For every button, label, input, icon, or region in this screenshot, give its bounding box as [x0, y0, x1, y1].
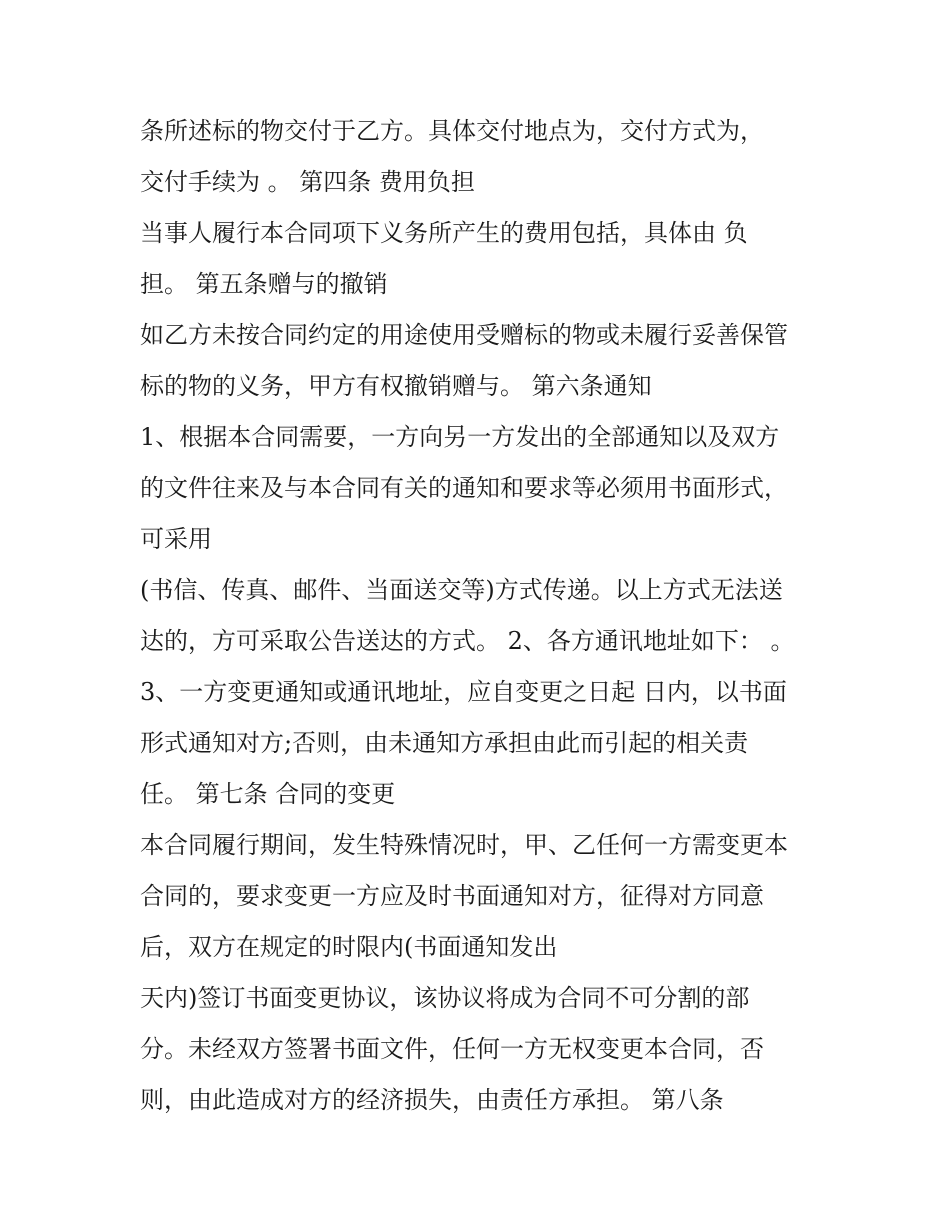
text-line-11: 达的，方可采取公告送达的方式。 2、各方通讯地址如下： 。 — [140, 627, 795, 655]
text-line-2: 交付手续为 。 第四条 费用负担 — [140, 168, 475, 196]
text-line-7: 1、根据本合同需要，一方向另一方发出的全部通知以及双方 — [140, 423, 780, 451]
text-line-17: 后，双方在规定的时限内(书面通知发出 — [140, 933, 558, 961]
text-line-15: 本合同履行期间，发生特殊情况时，甲、乙任何一方需变更本 — [140, 831, 788, 859]
text-line-12: 3、一方变更通知或通讯地址，应自变更之日起 日内，以书面 — [140, 678, 787, 706]
text-line-3: 当事人履行本合同项下义务所产生的费用包括，具体由 负 — [140, 219, 748, 247]
text-line-16: 合同的，要求变更一方应及时书面通知对方，征得对方同意 — [140, 882, 764, 910]
text-line-13: 形式通知对方;否则，由未通知方承担由此而引起的相关责 — [140, 729, 749, 757]
text-line-5: 如乙方未按合同约定的用途使用受赠标的物或未履行妥善保管 — [140, 321, 788, 349]
text-line-8: 的文件往来及与本合同有关的通知和要求等必须用书面形式， — [140, 474, 788, 502]
text-line-9: 可采用 — [140, 525, 212, 553]
text-line-14: 任。 第七条 合同的变更 — [140, 780, 396, 808]
contract-text-body — [140, 106, 830, 1126]
text-line-1: 条所述标的物交付于乙方。具体交付地点为，交付方式为， — [140, 117, 764, 145]
text-line-19: 分。未经双方签署书面文件，任何一方无权变更本合同，否 — [140, 1035, 764, 1063]
text-line-10: (书信、传真、邮件、当面送交等)方式传递。以上方式无法送 — [140, 576, 783, 604]
text-line-18: 天内)签订书面变更协议，该协议将成为合同不可分割的部 — [140, 984, 750, 1012]
text-line-20: 则，由此造成对方的经济损失，由责任方承担。 第八条 — [140, 1086, 724, 1114]
text-line-6: 标的物的义务，甲方有权撤销赠与。 第六条通知 — [140, 372, 652, 400]
text-line-4: 担。 第五条赠与的撤销 — [140, 270, 388, 298]
